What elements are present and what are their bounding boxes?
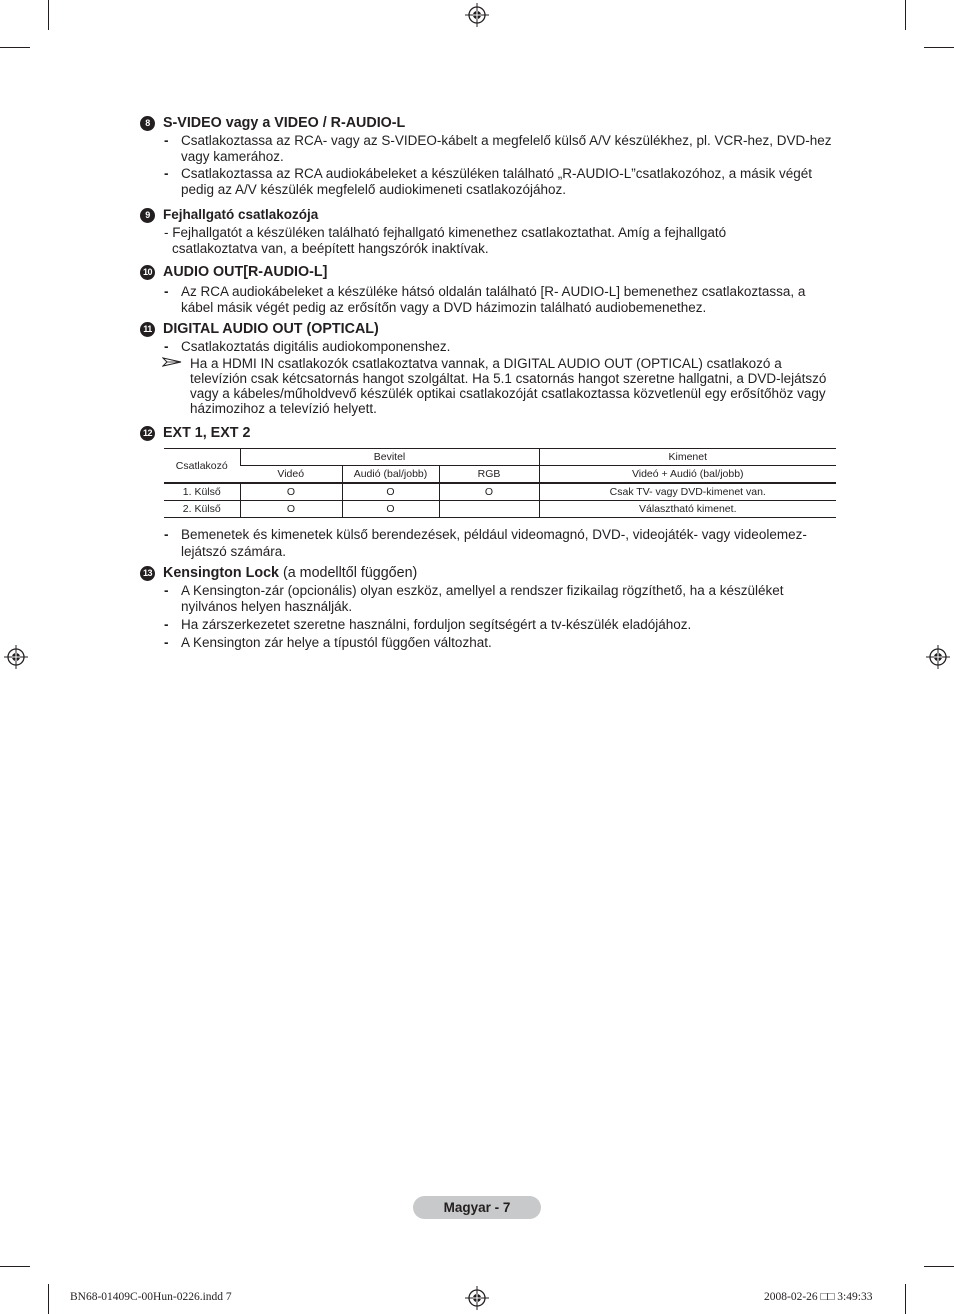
section-title: Fejhallgató csatlakozója — [163, 207, 319, 222]
section-title: AUDIO OUT[R-AUDIO-L] — [163, 264, 328, 280]
date-slug: 2008-02-26 □□ 3:49:33 — [764, 1291, 873, 1303]
table-cell: 1. Külső — [164, 483, 240, 501]
section-title-suffix: (a modelltől függően) — [282, 565, 418, 581]
section-heading — [140, 114, 840, 132]
bullet-dash: - — [164, 527, 169, 542]
bullet-dash: - — [164, 284, 169, 299]
crop-mark — [0, 47, 30, 48]
table-cell: O — [342, 483, 439, 501]
registration-crosshair-icon — [465, 3, 489, 27]
table-cell: 2. Külső — [164, 501, 240, 518]
table-cell: O — [342, 501, 439, 518]
bullet-dash: - — [164, 166, 169, 181]
section-heading — [140, 564, 840, 582]
table-cell — [439, 501, 539, 518]
section-heading — [140, 424, 840, 442]
bullet-dash: - — [164, 339, 169, 354]
crop-mark — [905, 1284, 906, 1314]
section-number-badge: 13 — [140, 566, 155, 581]
table-header-cell: RGB — [439, 466, 539, 484]
list-item-text: Ha zárszerkezetet szeretne használni, forduljon segítségért a tv-készülék eladójához. — [181, 617, 692, 632]
table-header-row — [164, 449, 836, 466]
crop-mark — [924, 47, 954, 48]
section-ext — [140, 424, 840, 560]
page-content — [140, 114, 840, 655]
section-heading — [140, 206, 840, 224]
note-text: Ha a HDMI IN csatlakozók csatlakoztatva vannak, a DIGITAL AUDIO OUT (OPTICAL) csatlakozó a televízión csak kétcsatornás hangot szolgáltat. Ha 5.1 csatornás hangot szeretne hallgatni, a DVD-lejátszó vagy a kábeles/műholdvevő készülék optikai csatlakozóját csatlakoztassa közvetlenül egy erősítőhöz vagy házimozihoz a televízió helyett. — [190, 356, 827, 416]
file-slug: BN68-01409C-00Hun-0226.indd 7 — [70, 1291, 232, 1303]
table-header-cell: Videó — [240, 466, 342, 484]
bullet-dash: - — [164, 635, 169, 650]
table-cell: O — [240, 501, 342, 518]
list-item-text: Csatlakoztassa az RCA audiokábeleket a készüléken található „R-AUDIO-L”csatlakozóhoz, a másik végét pedig az A/V készülék megfelelő audiokimeneti csatlakozójához. — [181, 166, 813, 197]
crop-mark — [924, 1266, 954, 1267]
table-row — [164, 501, 836, 518]
paragraph-line: csatlakoztatva van, a beépített hangszórók inaktívak. — [172, 241, 489, 256]
list-item — [140, 166, 840, 198]
list-item-text: Csatlakoztassa az RCA- vagy az S-VIDEO-kábelt a megfelelő külső A/V készülékhez, pl. VCR-hez, DVD-hez vagy kamerához. — [181, 133, 832, 164]
ext-connector-table — [164, 448, 836, 518]
list-item-text: Az RCA audiokábeleket a készüléke hátsó oldalán található [R- AUDIO-L] bemenethez csatlakoztassa, a kábel másik végét pedig az erősítőn vagy a DVD házimozin található audiobemenethez. — [181, 284, 806, 315]
table-header-row — [164, 466, 836, 484]
table-header-cell: Kimenet — [539, 449, 836, 466]
table-header-cell: Videó + Audió (bal/jobb) — [539, 466, 836, 484]
table-header-cell: Audió (bal/jobb) — [342, 466, 439, 484]
list-item — [140, 583, 840, 615]
list-item — [140, 339, 840, 355]
section-number-badge: 10 — [140, 265, 155, 280]
section-heading — [140, 320, 840, 338]
crop-mark — [48, 0, 49, 30]
table-header-cell: Bevitel — [240, 449, 539, 466]
list-item — [140, 284, 840, 316]
section-kensington-lock — [140, 564, 840, 651]
list-item-text: Csatlakoztatás digitális audiokomponenshez. — [181, 339, 451, 354]
list-item — [140, 526, 840, 560]
section-title: DIGITAL AUDIO OUT (OPTICAL) — [163, 321, 379, 337]
table-header-cell: Csatlakozó — [164, 449, 240, 484]
list-item — [140, 133, 840, 165]
list-item-text: A Kensington zár helye a típustól függően változhat. — [181, 635, 492, 650]
section-title: S-VIDEO vagy a VIDEO / R-AUDIO-L — [163, 115, 406, 131]
registration-crosshair-icon — [465, 1286, 489, 1310]
section-number-badge: 12 — [140, 426, 155, 441]
section-title: Kensington Lock — [163, 565, 279, 581]
table-row — [164, 483, 836, 501]
list-item-text: A Kensington-zár (opcionális) olyan eszköz, amellyel a rendszer fizikailag rögzíthető, ha a készüléket nyilvános helyen használják. — [181, 583, 784, 614]
bullet-dash: - — [164, 583, 169, 598]
section-number-badge: 8 — [140, 116, 155, 131]
section-title: EXT 1, EXT 2 — [163, 425, 251, 441]
crop-mark — [48, 1284, 49, 1314]
section-number-badge: 11 — [140, 322, 155, 337]
bullet-dash: - — [164, 617, 169, 632]
paragraph-line: - Fejhallgatót a készüléken található fejhallgató kimenethez csatlakoztathat. Amíg a fejhallgató — [164, 225, 727, 240]
table-cell: Választható kimenet. — [539, 501, 836, 518]
paragraph — [140, 225, 840, 257]
note — [140, 356, 840, 416]
table-cell: O — [240, 483, 342, 501]
bullet-dash: - — [164, 133, 169, 148]
section-headphones — [140, 206, 840, 257]
section-audio-out — [140, 263, 840, 316]
list-item — [140, 617, 840, 633]
crop-mark — [905, 0, 906, 30]
section-heading — [140, 263, 840, 281]
registration-crosshair-icon — [926, 645, 950, 669]
section-s-video — [140, 114, 840, 198]
table-cell: O — [439, 483, 539, 501]
registration-crosshair-icon — [4, 645, 28, 669]
section-digital-audio-out — [140, 320, 840, 416]
note-arrow-icon — [162, 357, 182, 367]
section-number-badge: 9 — [140, 208, 155, 223]
list-item — [140, 635, 840, 651]
page-number-label: Magyar - 7 — [413, 1196, 541, 1219]
table-cell: Csak TV- vagy DVD-kimenet van. — [539, 483, 836, 501]
list-item-text: Bemenetek és kimenetek külső berendezések, például videomagnó, DVD-, videojáték- vagy videolemez-lejátszó számára. — [181, 527, 807, 559]
crop-mark — [0, 1266, 30, 1267]
